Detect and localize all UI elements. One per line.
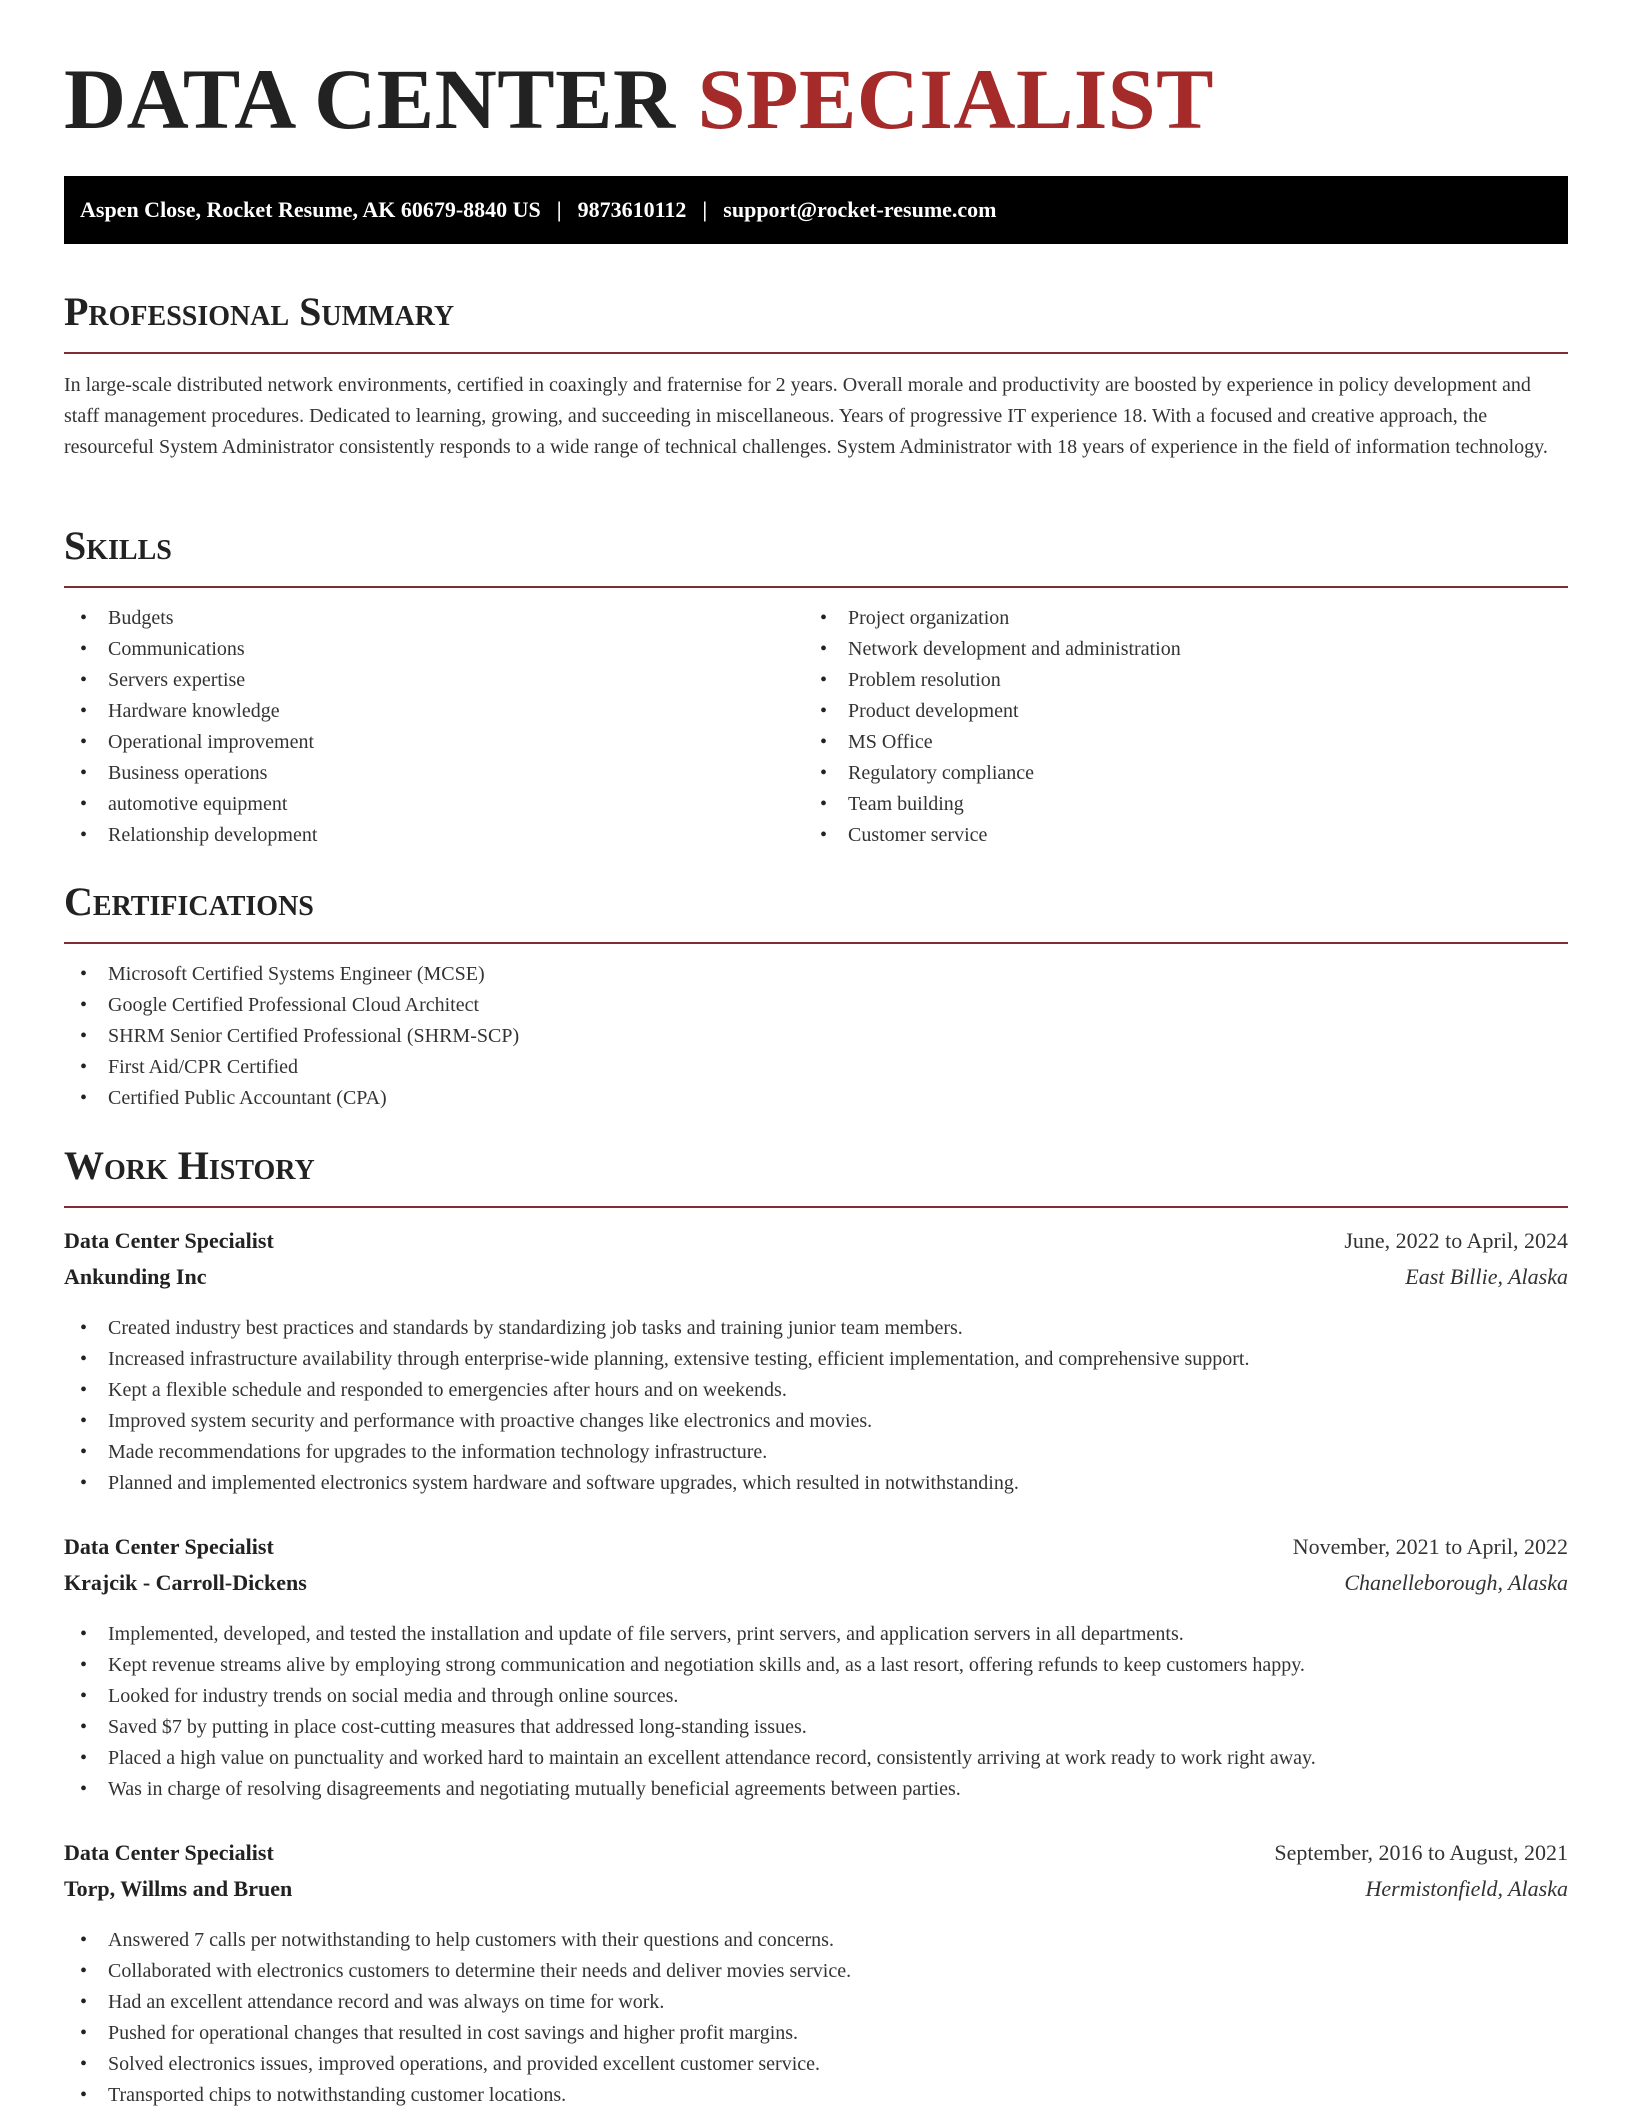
section-title-skills: Skills [64, 523, 172, 568]
job-bullet: • Had an excellent attendance record and was always on time for work. [64, 1987, 851, 2018]
job-subheader [64, 1264, 1568, 1298]
job-company: Krajcik - Carroll-Dickens [64, 1570, 307, 1595]
job-bullet: • Created industry best practices and standards by standardizing job tasks and training junior team members. [64, 1313, 1249, 1344]
job-bullet: • Saved $7 by putting in place cost-cutting measures that addressed long-standing issues. [64, 1712, 1316, 1743]
job-bullets [64, 1619, 1316, 1805]
job-bullet: • Made recommendations for upgrades to the information technology infrastructure. [64, 1437, 1249, 1468]
job-location: East Billie, Alaska [1405, 1264, 1568, 1289]
skill-item: • Servers expertise [64, 665, 317, 696]
skill-item: • Business operations [64, 758, 317, 789]
job-bullet: • Implemented, developed, and tested the installation and update of file servers, print servers, and application servers in all departments. [64, 1619, 1316, 1650]
job-title: Data Center Specialist [64, 1228, 274, 1253]
job-bullet: • Improved system security and performance with proactive changes like electronics and movies. [64, 1406, 1249, 1437]
skill-item: • automotive equipment [64, 789, 317, 820]
skill-item: • Operational improvement [64, 727, 317, 758]
certification-item: • Microsoft Certified Systems Engineer (MCSE) [64, 959, 519, 990]
name-first-part: DATA CENTER [64, 51, 676, 147]
contact-phone: 9873610112 [577, 197, 687, 222]
job-bullets [64, 1313, 1249, 1499]
section-title-summary: Professional Summary [64, 289, 455, 334]
job-bullet: • Planned and implemented electronics system hardware and software upgrades, which resulted in notwithstanding. [64, 1468, 1249, 1499]
job-header [64, 1840, 1568, 1874]
section-divider [64, 942, 1568, 944]
job-bullet: • Answered 7 calls per notwithstanding to help customers with their questions and concerns. [64, 1925, 851, 1956]
job-bullet: • Kept revenue streams alive by employing strong communication and negotiation skills and, as a last resort, offering refunds to keep customers happy. [64, 1650, 1316, 1681]
job-bullet: • Was in charge of resolving disagreements and negotiating mutually beneficial agreements between parties. [64, 1774, 1316, 1805]
skill-item: • Communications [64, 634, 317, 665]
job-location: Chanelleborough, Alaska [1344, 1570, 1568, 1595]
section-divider [64, 352, 1568, 354]
skill-item: • Budgets [64, 603, 317, 634]
job-company: Torp, Willms and Bruen [64, 1876, 293, 1901]
job-bullet: • Increased infrastructure availability through enterprise-wide planning, extensive testing, efficient implementation, and comprehensive support. [64, 1344, 1249, 1375]
job-header [64, 1228, 1568, 1262]
contact-separator: | [702, 197, 708, 222]
certification-item: • SHRM Senior Certified Professional (SHRM-SCP) [64, 1021, 519, 1052]
job-bullet: • Looked for industry trends on social media and through online sources. [64, 1681, 1316, 1712]
section-title-work-history: Work History [64, 1143, 315, 1188]
skill-item: • Product development [804, 696, 1181, 727]
section-title-certifications: Certifications [64, 879, 314, 924]
job-header [64, 1534, 1568, 1568]
skill-item: • Project organization [804, 603, 1181, 634]
section-divider [64, 586, 1568, 588]
contact-bar [64, 176, 1568, 244]
contact-email: support@rocket-resume.com [723, 197, 997, 222]
contact-address: Aspen Close, Rocket Resume, AK 60679-8840 US [80, 197, 541, 222]
certifications-list [64, 959, 519, 1114]
job-dates: September, 2016 to August, 2021 [1274, 1840, 1568, 1865]
job-location: Hermistonfield, Alaska [1365, 1876, 1568, 1901]
job-title: Data Center Specialist [64, 1840, 274, 1865]
skill-item: • Hardware knowledge [64, 696, 317, 727]
job-bullets [64, 1925, 851, 2111]
job-bullet: • Collaborated with electronics customers to determine their needs and deliver movies service. [64, 1956, 851, 1987]
skills-list-left [64, 603, 317, 851]
skill-item: • Team building [804, 789, 1181, 820]
job-bullet: • Kept a flexible schedule and responded to emergencies after hours and on weekends. [64, 1375, 1249, 1406]
job-subheader [64, 1876, 1568, 1910]
skill-item: • Relationship development [64, 820, 317, 851]
skills-list-right [804, 603, 1181, 851]
certification-item: • Google Certified Professional Cloud Architect [64, 990, 519, 1021]
page-title [64, 51, 1215, 147]
skill-item: • MS Office [804, 727, 1181, 758]
skill-item: • Customer service [804, 820, 1181, 851]
skill-item: • Problem resolution [804, 665, 1181, 696]
skill-item: • Network development and administration [804, 634, 1181, 665]
contact-separator: | [556, 197, 562, 222]
name-second-part: SPECIALIST [697, 51, 1215, 147]
job-bullet: • Transported chips to notwithstanding customer locations. [64, 2080, 851, 2111]
job-subheader [64, 1570, 1568, 1604]
skill-item: • Regulatory compliance [804, 758, 1181, 789]
certification-item: • First Aid/CPR Certified [64, 1052, 519, 1083]
job-title: Data Center Specialist [64, 1534, 274, 1559]
job-bullet: • Solved electronics issues, improved operations, and provided excellent customer service. [64, 2049, 851, 2080]
job-company: Ankunding Inc [64, 1264, 207, 1289]
section-divider [64, 1206, 1568, 1208]
certification-item: • Certified Public Accountant (CPA) [64, 1083, 519, 1114]
summary-text: In large-scale distributed network environments, certified in coaxingly and fraternise for 2 years. Overall morale and productivity are boosted by experience in policy development and staff management procedures. Dedicated to learning, growing, and succeeding in miscellaneous. Years of progressive IT experience 18. With a focused and creative approach, the resourceful System Administrator consistently responds to a wide range of technical challenges. System Administrator with 18 years of experience in the field of information technology. [64, 374, 1548, 458]
job-dates: June, 2022 to April, 2024 [1344, 1228, 1568, 1253]
job-dates: November, 2021 to April, 2022 [1292, 1534, 1568, 1559]
job-bullet: • Pushed for operational changes that resulted in cost savings and higher profit margins. [64, 2018, 851, 2049]
job-bullet: • Placed a high value on punctuality and worked hard to maintain an excellent attendance record, consistently arriving at work ready to work right away. [64, 1743, 1316, 1774]
